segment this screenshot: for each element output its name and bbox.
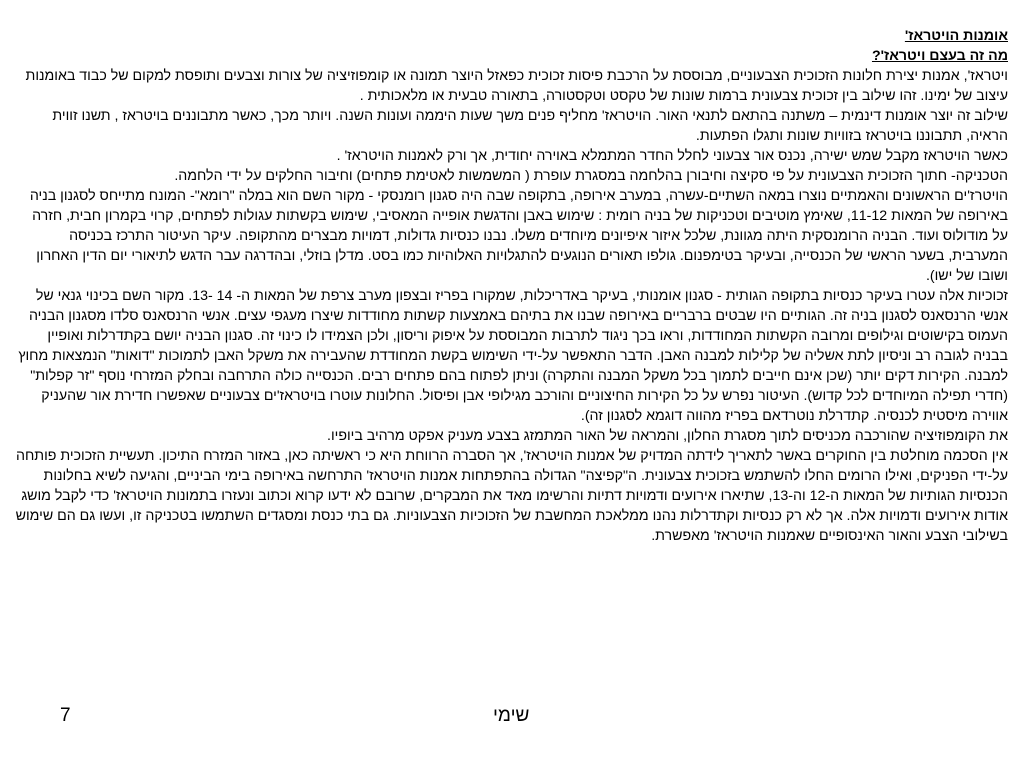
paragraph-technique: הטכניקה- חתוך הזכוכית הצבעונית על פי סקיצה וחיבורן בהלחמה במסגרת עופרת ( המשמשות לאטימת פתחים) וחיבור החלקים על ידי הלחמה. bbox=[174, 168, 1008, 184]
paragraph-gothic: זכוכיות אלה עטרו בעיקר כנסיות בתקופה הגותית - סגנון אומנותי, בעיקר באדריכלות, שמקורו בפריז ובצפון מערב צרפת של המאות ה- 14 -13. מקור השם בכינוי גנאי של אנשי הרנסאנס לסגנון בניה זה. הגותיים היו שבטים ברבריים באירופה שבנו את בתיהם באמצעות קשתות מחודדות שיצרו מעגפי עצים. אנשי הרנסאנס סלדו מסגנון הבניה העמוס בקישוטים וגילופים ומרובה הקשתות המחודדות, וראו בכך ניגוד לתרבות המבוססת על איפוק וריסון, ולכן הצמידו לו כינוי זה. סגנון הבניה יושם בקתדרלות ואופיין בבניה לגובה רב וניסיון לתת אשליה של קלילות למבנה האבן. הדבר התאפשר על-ידי השימוש בקשת המחודדת שהעבירה את משקל האבן לתמוכות "דואות" הנמצאות מחוץ למבנה. הקירות דקים יותר (שכן אינם חייבים לתמוך בכל משקל המבנה והתקרה) וניתן לפתוח בהם פתחים רבים. הכנסייה כולה התרחבה ובחלק המזרחי נוסף "זר קפלות" (חדרי תפילה המיוחדים לכל קדוש). העיטור נפרש על כל הקירות החיצוניים והורכב מגילופי אבן ופיסול. החלונות עוטרו בויטראז'ים צבעוניים שאפשרו חדירת אור שהעניק אווירה מיסטית לכנסיה. קתדרלת נוטרדאם בפריז מהווה דוגמא לסגנון זה). bbox=[18, 288, 1008, 424]
footer-author: שימי bbox=[493, 705, 530, 726]
paragraph-intro: ויטראז', אמנות יצירת חלונות הזכוכית הצבעוניים, מבוססת על הרכבת פיסות זכוכית כפאזל היוצר תמונה או קומפוזיציה של צורות וצבעים ותופסת למקום של כבוד באומנות עיצוב של ימינו. זהו שילוב בין זכוכית צבעונית ברמות שונות של טקסט וטקסטורה, בתאורה טבעית או מלאכותית . bbox=[25, 68, 1008, 104]
paragraph-composition: את הקומפוזיציה שהורכבה מכניסים לתוך מסגרת החלון, והמראה של האור המתמזג בצבע מעניק אפקט מרהיב ביופיו. bbox=[327, 428, 1008, 444]
document-subtitle: מה זה בעצם ויטראז'? bbox=[871, 48, 1008, 64]
paragraph-dynamic: שילוב זה יוצר אומנות דינמית – משתנה בהתאם לתנאי האור. הויטראז' מחליף פנים משך שעות היממה ועונות השנה. ויותר מכך, כאשר מתבוננים בויטראז , תשנו זווית הראיה, תתבוננו בויטראז בזוויות שונות ותגלו הפתעות. bbox=[52, 108, 1008, 144]
page-number: 7 bbox=[60, 705, 71, 726]
document-body bbox=[14, 26, 1008, 546]
paragraph-history: אין הסכמה מוחלטת בין החוקרים באשר לתאריך לידתה המדויק של אמנות הויטראז', אך הסברה הרווחת היא כי ראשיתה כאן, באזור המזרח התיכון. תעשיית הזכוכית פותחה על-ידי הפניקים, ואילו הרומים החלו להשתמש בזכוכית צבעונית. ה"קפיצה" הגדולה בהתפתחות אמנות הויטראז' התרחשה באירופה בימי הביניים, והגיעה לשיא בחלונות הכנסיות הגותיות של המאות ה-12 וה-13, שתיארו אירועים ודמויות דתיות והרשימו מאד את המבקרים, שרובם לא ידעו קרוא וכתוב ונעזרו בתמונות הויטראז' כדי לקבל מושג אודות אירועים ודמויות אלה. אך לא רק כנסיות וקתדרלות נהנו ממלאכת המחשבת של הזכוכיות הצבעוניות. גם בתי כנסת ומסגדים השתמשו בטכניקה זו, ועשו גם הם שימוש בשילובי הצבע והאור האינסופיים שאמנות הויטראז' מאפשרת. bbox=[15, 448, 1008, 544]
document-title: אומנות הויטראז' bbox=[904, 28, 1008, 44]
paragraph-sunlight: כאשר הויטראז מקבל שמש ישירה, נכנס אור צבעוני לחלל החדר המתמלא באוירה יחודית, אך ורק לאמנות הויטראז' . bbox=[336, 148, 1008, 164]
paragraph-romanesque: הויטרז'ים הראשונים והאמתיים נוצרו במאה השתיים-עשרה, במערב אירופה, בתקופה שבה היה סגנון רומנסקי - מקור השם הוא במלה "רומא"- המונח מתייחס לסגנון בניה באירופה של המאות 11-12, שאימץ מוטיבים וטכניקות של בניה רומית : שימוש באבן והדגשת אופייה המאסיבי, שימוש בקשתות עגולות לפתחים, קרוי בקמרון חבית, חזרה על מודולוס ועוד. הבניה הרומנסקית היתה מגוונת, שלכל איזור איפיונים מיוחדים משלו. נבנו כנסיות גדולות, דמויות מבצרים מהתקופה. עיקר העיטור התרכז בכניסה המערבית, בשער הראשי של הכנסייה, ובעיקר בטימפנום. גולפו תאורים הנוגעים להתגלויות האלוהיות כמו בסט. מדלן בוזלי, ובהדרגה עבר הדגש לתיאורי יום הדין האחרון ושובו של ישו). bbox=[29, 188, 1008, 284]
